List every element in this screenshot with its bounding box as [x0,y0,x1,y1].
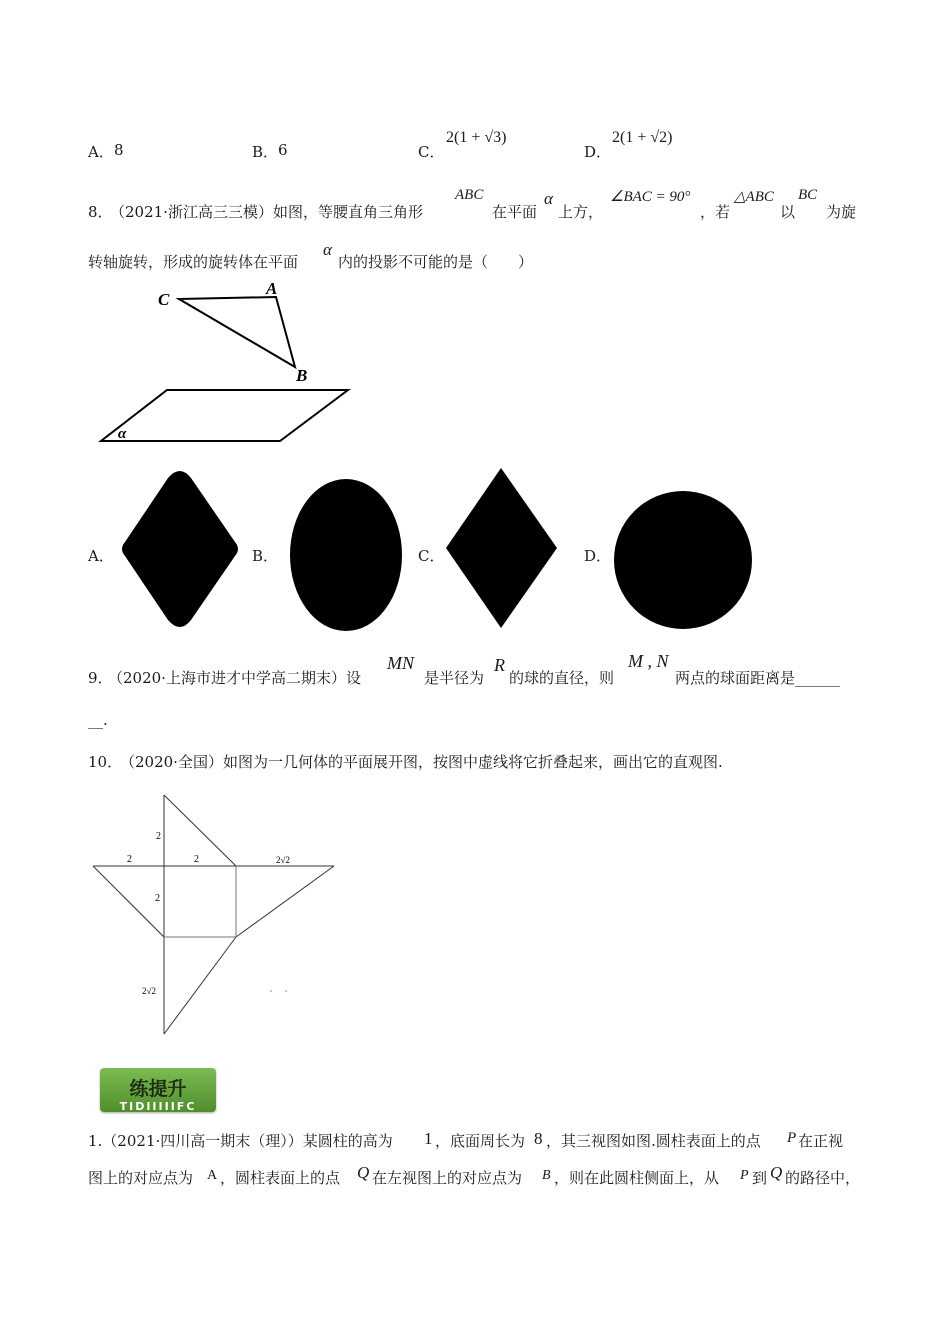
q8-line2-b: 内的投影不可能的是（ ） [338,253,534,271]
q8-text-6: 为旋 [826,203,857,221]
p1-line1-b: ，底面周长为 [435,1132,526,1150]
label-b: B [296,366,308,385]
q8-line2-alpha: α [323,240,332,259]
q7-option-b-text: 6 [278,141,288,159]
p1-point-b: B [542,1168,551,1183]
q8-bc: BC [798,187,818,203]
q8-text-1: （2021·浙江高三三模）如图，等腰直角三角形 [110,203,423,221]
q8-line2-a: 转轴旋转，形成的旋转体在平面 [88,253,299,271]
edge-label-2r2-right: 2√2 [276,855,290,865]
q8-text-3: 上方， [558,203,604,221]
q8-text-2: 在平面 [492,203,538,221]
badge-title: 练提升 [129,1078,187,1100]
edge-label-2-top: 2 [156,831,161,842]
q9-answer-blank: __. [88,711,108,729]
p1-line1-c: ，其三视图如图.圆柱表面上的点 [546,1132,761,1150]
q9-text-3: 的球的直径，则 [509,669,615,687]
q7-option-b-letter: B． [252,143,279,161]
q8-option-a-rounded-rhombus [118,470,242,628]
p1-point-q: Q [357,1163,370,1182]
badge-subtitle: TIDIIIIIFC [119,1100,197,1112]
q9-r: R [494,655,505,675]
edge-label-2-left: 2 [127,854,132,865]
p1-line2-e: 到 [752,1169,768,1187]
p1-line2-f: 的路径中， [785,1169,861,1187]
p1-line2-a: 图上的对应点为 [88,1169,194,1187]
edge-label-2-mid: 2 [194,854,199,865]
q8-option-d-letter: D． [584,547,612,565]
p1-point-p: P [787,1130,797,1146]
p1-point-p2: P [740,1168,749,1183]
q8-option-c-rhombus [444,466,560,632]
q7-option-d-letter: D． [584,143,612,161]
edge-label-2r2-bottom: 2√2 [142,986,156,996]
q8-angle: ∠BAC = 90° [610,189,691,205]
p1-point-a: A [207,1168,218,1183]
q8-number: 8． [88,203,113,221]
q10-net-figure [90,792,340,1037]
q8-option-b-ellipse [288,478,406,634]
p1-circumference: 8 [534,1129,543,1148]
plane-alpha [101,390,348,441]
label-a: A [266,279,278,298]
q8-option-d-circle [612,489,754,631]
q9-text-2: 是半径为 [424,669,485,687]
q8-option-b-letter: B． [252,547,279,565]
p1-line1-d: 在正视 [798,1132,844,1150]
q9-number: 9． [88,669,113,687]
p1-point-q2: Q [770,1163,783,1182]
p1-line2-b: ，圆柱表面上的点 [220,1169,341,1187]
q8-option-c-letter: C． [418,547,445,565]
q7-option-c-text: 2(1 + √3) [446,129,507,146]
label-alpha: α [118,426,127,442]
practice-improve-badge [100,1068,216,1112]
p1-line2-c: 在左视图上的对应点为 [372,1169,523,1187]
q8-option-a-letter: A． [88,547,114,565]
p1-line1-a: 1.（2021·四川高一期末（理））某圆柱的高为 [88,1132,393,1150]
q10-number: 10． [88,753,123,771]
edge-label-2-side: 2 [155,893,160,904]
triangle-abc [179,297,295,367]
label-c: C [158,290,170,309]
q8-abc: ABC [455,187,484,203]
q9-m-n: M , N [628,651,669,671]
q8-alpha: α [544,189,553,208]
q8-text-5: 以 [780,203,796,221]
p1-height: 1 [424,1129,433,1148]
q7-option-d-text: 2(1 + √2) [612,129,673,146]
q8-text-4: ，若 [700,203,731,221]
q10-text: （2020·全国）如图为一几何体的平面展开图，按图中虚线将它折叠起来，画出它的直观图. [120,753,723,771]
p1-line2-d: ，则在此圆柱侧面上，从 [554,1169,720,1187]
q7-option-a-letter: A． [88,143,114,161]
q7-option-c-letter: C． [418,143,445,161]
q8-figure-triangle-plane [95,278,365,448]
q9-mn: MN [387,653,414,673]
q8-triangle: △ABC [734,189,774,205]
q7-option-a-text: 8 [114,141,124,159]
q9-text-4: 两点的球面距离是______ [675,669,841,687]
q9-text-1: （2020·上海市进才中学高二期末）设 [108,669,361,687]
